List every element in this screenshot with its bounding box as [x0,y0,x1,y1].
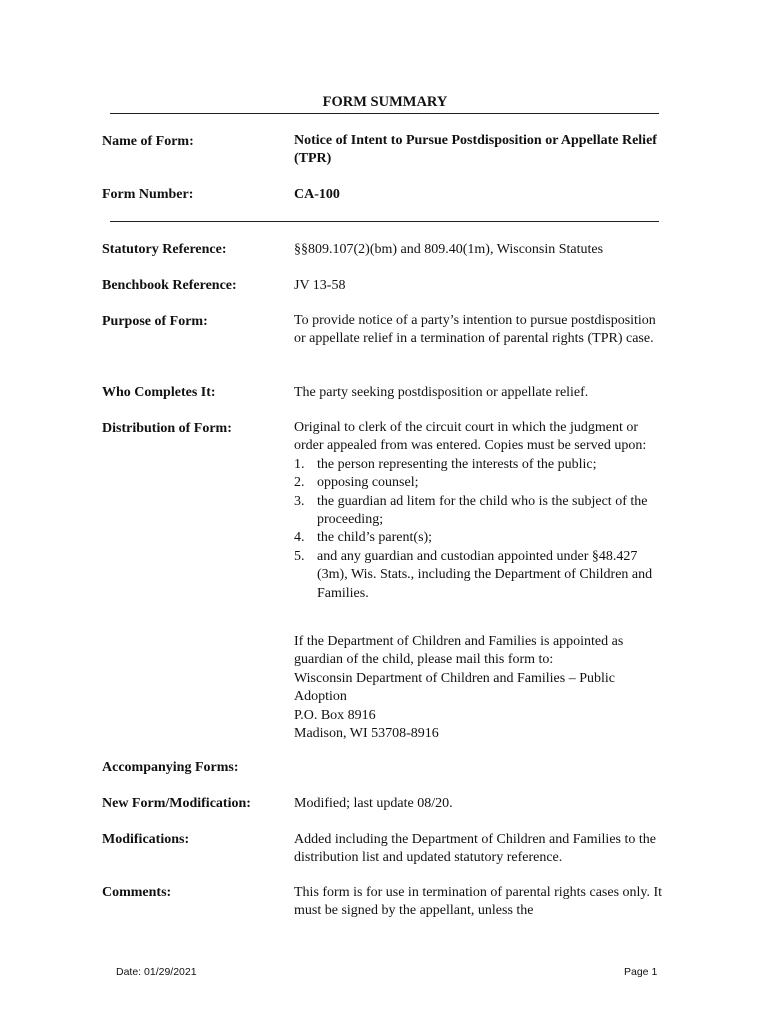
benchbook-reference-value: JV 13-58 [294,278,346,293]
list-item: 2. opposing counsel; [294,475,419,491]
comments-value: This form is for use in termination of parental rights cases only. It must be signed by the appellant, unless the [294,885,663,919]
comments-label: Comments: [102,885,172,900]
footer-date: Date: 01/29/2021 [116,966,197,978]
statutory-reference-value: §§809.107(2)(bm) and 809.40(1m), Wisconsin Statutes [294,242,604,257]
dcf-address-line2: P.O. Box 8916 [294,707,376,723]
statutory-reference-label: Statutory Reference: [102,242,227,257]
list-item: 5. and any guardian and custodian appointed under §48.427 (3m), Wis. Stats., including the Department of Children and Families. [294,548,653,601]
benchbook-reference-label: Benchbook Reference: [102,278,237,293]
name-of-form-value: Notice of Intent to Pursue Postdisposition or Appellate Relief (TPR) [294,133,657,167]
page-title: FORM SUMMARY [322,94,448,110]
form-number-label: Form Number: [102,187,194,202]
distribution-block [294,419,666,603]
footer-page-number: Page 1 [624,966,658,978]
name-of-form-label: Name of Form: [102,134,194,149]
who-completes-value: The party seeking postdisposition or appellate relief. [294,385,589,400]
form-number-value: CA-100 [294,187,340,202]
dcf-address-line1: Wisconsin Department of Children and Families – Public Adoption [294,670,615,705]
who-completes-label: Who Completes It: [102,385,216,400]
modifications-value: Added including the Department of Children and Families to the distribution list and updated statutory reference. [294,832,656,866]
dcf-address-line3: Madison, WI 53708-8916 [294,726,439,742]
purpose-value: To provide notice of a party’s intention to pursue postdisposition or appellate relief in a termination of parental rights (TPR) case. [294,313,656,347]
distribution-list [294,456,666,603]
title-divider [110,113,659,114]
distribution-label: Distribution of Form: [102,421,232,436]
accompanying-forms-label: Accompanying Forms: [102,760,239,775]
header-divider [110,221,659,222]
list-item: 3. the guardian ad litem for the child who is the subject of the proceeding; [294,493,648,528]
dcf-mailing-block [294,633,666,743]
list-item: 4. the child’s parent(s); [294,530,433,546]
modifications-label: Modifications: [102,832,190,847]
new-form-value: Modified; last update 08/20. [294,796,453,811]
distribution-intro: Original to clerk of the circuit court in which the judgment or order appealed from was entered. Copies must be served upon: [294,420,647,454]
new-form-label: New Form/Modification: [102,796,251,811]
dcf-note: If the Department of Children and Families is appointed as guardian of the child, please mail this form to: [294,634,624,668]
list-item: 1. the person representing the interests of the public; [294,456,597,472]
purpose-label: Purpose of Form: [102,314,208,329]
